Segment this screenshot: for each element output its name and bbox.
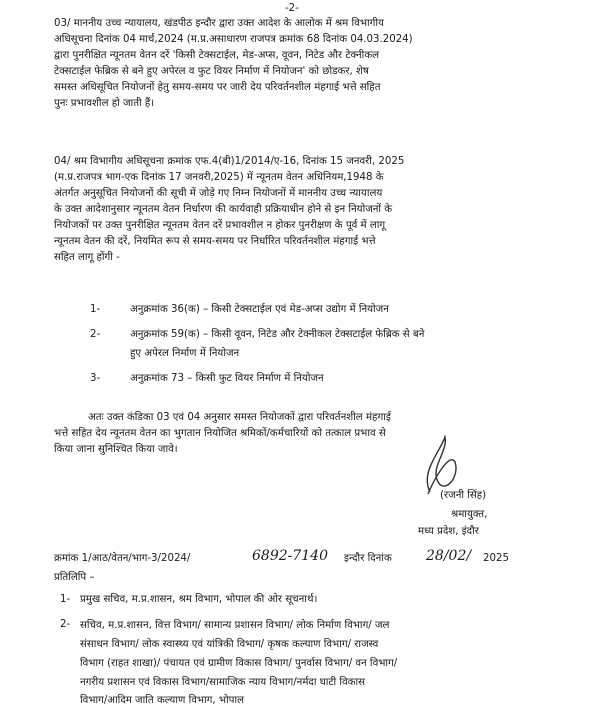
text-line: नगरीय प्रशासन एवं विकास विभाग/सामाजिक न्याय विभाग/नर्मदा घाटी विकास: [80, 677, 366, 688]
list-item-continued: हुए अपेरल निर्माण में नियोजन: [130, 348, 240, 359]
date-label: इन्दौर दिनांक: [344, 553, 392, 564]
list-item: अनुक्रमांक 36(क) – किसी टेक्सटाईल एवं मेड-अप्स उद्योग में नियोजन: [130, 304, 389, 315]
text-line: 04/ श्रम विभागीय अधिसूचना क्रमांक एफ.4(बी)1/2014/ए-16, दिनांक 15 जनवरी, 2025: [54, 156, 405, 167]
text-line: न्यूनतम वेतन की दरें, नियमित रूप से समय-समय पर निर्धारित परिवर्तनशील मंहगाई भत्ते: [54, 236, 376, 247]
reference-number: 6892-7140: [252, 548, 328, 564]
list-item: अनुक्रमांक 59(क) – किसी वूवन, निटेड और टेक्नीकल टेक्सटाईल फेब्रिक से बने: [130, 329, 425, 340]
date-handwritten: 28/02/: [426, 548, 472, 564]
paragraph-03: [54, 16, 554, 112]
signatory-place: मध्य प्रदेश, इंदौर: [418, 526, 479, 537]
text-line: सहित लागू होंगी -: [54, 252, 120, 263]
text-line: टेक्सटाईल फेब्रिक से बने हुए अपेरल व फुट वियर निर्माण में नियोजन' को छोडकर, शेष: [54, 66, 369, 77]
list-item-number: 1-: [90, 304, 101, 315]
text-line: संसाधन विभाग/ लोक स्वास्थ्य एवं यांत्रिकी विभाग/ कृषक कल्याण विभाग/ राजस्व: [80, 639, 379, 650]
signatory-designation: श्रमायुक्त,: [451, 509, 488, 520]
list-item: अनुक्रमांक 73 – किसी फुट वियर निर्माण में नियोजन: [130, 373, 324, 384]
copy-recipient: प्रमुख सचिव, म.प्र.शासन, श्रम विभाग, भोपाल की ओर सूचनार्थ।: [80, 594, 318, 605]
signatory-name: (रजनी सिंह): [440, 490, 487, 501]
text-line: 03/ माननीय उच्च न्यायालय, खंडपीठ इन्दौर द्वारा उक्त आदेश के आलोक में श्रम विभागीय: [54, 18, 384, 29]
text-line: अंतर्गत अनुसूचित नियोजनों की सूची में जोड़े गए निम्न नियोजनों में माननीय उच्च न्यायालय: [54, 188, 383, 199]
copy-number: 2-: [60, 619, 71, 630]
text-line: पुनः प्रभावशील हो जाती हैं।: [54, 98, 155, 109]
text-line: भत्ते सहित देय न्यूनतम वेतन का भुगतान नियोजित श्रमिकों/कर्मचारियों को तत्काल प्रभाव से: [54, 428, 386, 439]
text-line: विभाग/आदिम जाति कल्याण विभाग, भोपाल: [80, 695, 245, 706]
list-item-number: 2-: [90, 329, 101, 340]
list-item-number: 3-: [90, 373, 101, 384]
copy-recipient-list: [80, 616, 560, 709]
text-line: समस्त अधिसूचित नियोजनों हेतु समय-समय पर जारी देय परिवर्तनशील मंहगाई भत्ते सहित: [54, 82, 381, 93]
copy-number: 1-: [60, 594, 71, 605]
copy-label: प्रतिलिपि –: [54, 572, 95, 583]
paragraph-04: [54, 154, 554, 266]
text-line: किया जाना सुनिश्चित किया जावे।: [54, 444, 178, 455]
text-line: के उक्त आदेशानुसार न्यूनतम वेतन निर्धारण की कार्यवाही प्रक्रियाधीन होने से इन नियोजनों के: [54, 204, 393, 215]
text-line: नियोजकों पर उक्त पुनरीक्षित न्यूनतम वेतन दरें प्रभावशील न होकर पुनरीक्षण के पूर्व में लागू: [54, 220, 386, 231]
text-line: अधिसूचना दिनांक 04 मार्च,2024 (म.प्र.असाधारण राजपत्र क्रमांक 68 दिनांक 04.03.2024): [54, 34, 413, 45]
text-line: (म.प्र.राजपत्र भाग-एक दिनांक 17 जनवरी,2025) में न्यूनतम वेतन अधिनियम,1948 के: [54, 172, 384, 183]
text-line: विभाग (राहत शाखा)/ पंचायत एवं ग्रामीण विकास विभाग/ पुनर्वास विभाग/ वन विभाग/: [80, 658, 398, 669]
date-year: 2025: [483, 553, 509, 564]
text-line: द्वारा पुनरीक्षित न्यूनतम वेतन दरें 'किसी टेक्सटाईल, मेड-अप्स, वूवन, निटेड और टेक्नीकल: [54, 50, 380, 61]
reference-prefix: क्रमांक 1/आठ/वेतन/भाग-3/2024/: [54, 553, 191, 564]
text-line: अतः उक्त कंडिका 03 एवं 04 अनुसार समस्त नियोजकों द्वारा परिवर्तनशील मंहगाई: [88, 412, 391, 423]
page-number: -2-: [285, 3, 299, 14]
text-line: सचिव, म.प्र.शासन, वित्त विभाग/ सामान्य प्रशासन विभाग/ लोक निर्माण विभाग/ जल: [80, 620, 390, 631]
paragraph-conclusion: [54, 410, 558, 458]
